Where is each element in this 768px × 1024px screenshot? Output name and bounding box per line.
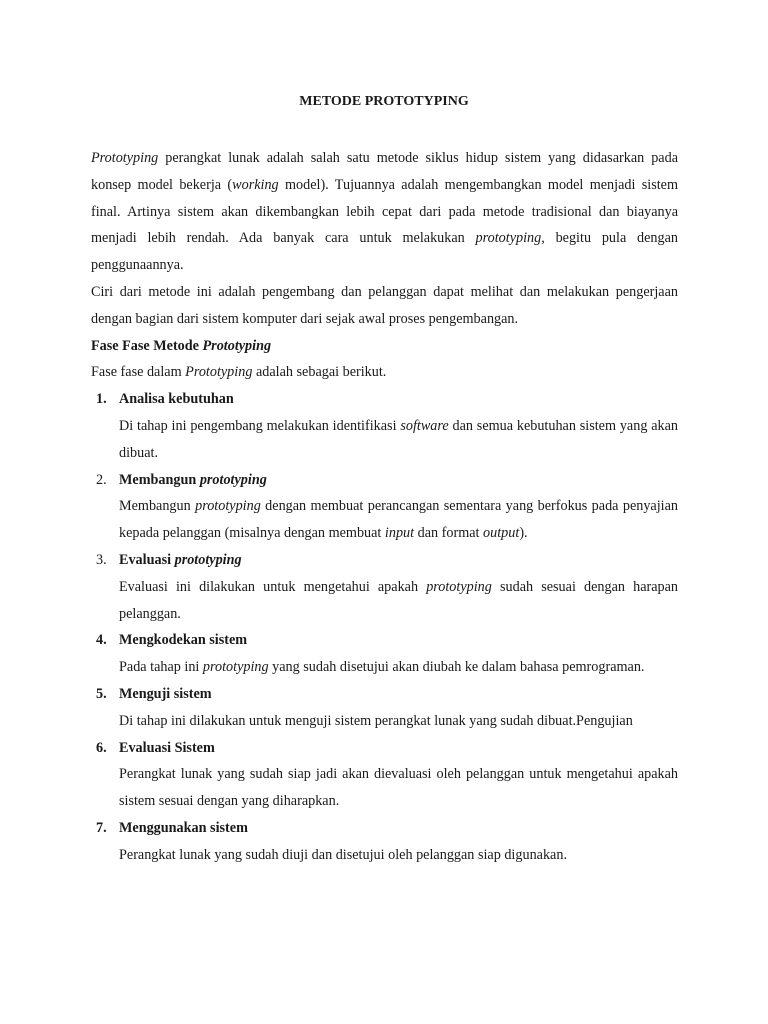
step-title: Analisa kebutuhan <box>119 391 234 408</box>
step-number: 4. <box>96 632 107 649</box>
step-title: Menguji sistem <box>119 685 212 702</box>
intro-text: , begitu pula dengan penggunaannya. <box>91 230 679 274</box>
step-number: 6. <box>96 739 107 756</box>
step-description <box>119 493 678 547</box>
step-description <box>119 654 678 681</box>
list-item <box>91 735 678 815</box>
desc-text: ). <box>519 525 528 542</box>
term-prototyping: Prototyping <box>91 150 159 166</box>
term-prototyping: prototyping <box>199 471 267 488</box>
list-item <box>91 467 678 547</box>
desc-text: yang sudah disetujui akan diubah ke dalam bahasa pemrograman. <box>268 659 645 676</box>
page-title: METODE PROTOTYPING <box>299 94 469 109</box>
term-prototyping: prototyping <box>202 659 269 676</box>
step-number: 5. <box>96 685 107 702</box>
fase-intro-text: Fase fase dalam <box>91 364 186 381</box>
list-item <box>91 547 678 627</box>
term-output: output <box>483 525 520 542</box>
desc-text: Di tahap ini pengembang melakukan identifikasi <box>119 417 401 434</box>
fase-intro-text: adalah sebagai berikut. <box>252 364 387 381</box>
steps-list <box>91 386 678 868</box>
title-text: Membangun <box>119 471 200 488</box>
step-description: Perangkat lunak yang sudah diuji dan disetujui oleh pelanggan siap digunakan. <box>119 846 567 863</box>
term-software: software <box>400 417 449 434</box>
intro-text: perangkat lunak adalah salah satu metode siklus hidup sistem yang didasarkan pada konsep model bekerja ( <box>91 150 678 193</box>
desc-text: dan format <box>414 525 484 542</box>
heading-text: Fase Fase Metode <box>91 337 203 354</box>
list-item <box>91 627 678 681</box>
list-item <box>91 815 678 869</box>
section-heading <box>91 333 678 360</box>
step-title <box>119 547 678 574</box>
desc-text: Membangun <box>119 498 196 515</box>
term-prototyping: prototyping <box>174 551 242 568</box>
term-prototyping: prototyping <box>195 498 261 515</box>
step-description <box>119 413 678 467</box>
term-prototyping: Prototyping <box>185 364 253 381</box>
list-item <box>91 386 678 466</box>
intro-text: model). Tujuannya adalah mengembangkan model menjadi sistem final. Artinya sistem akan dikembangkan lebih cepat dari pada metode tradisional dan biayanya menjadi lebih rendah. Ada banyak cara untuk melakukan <box>91 176 679 247</box>
step-title <box>119 467 678 494</box>
desc-text: dan semua kebutuhan sistem yang akan dibuat. <box>119 417 679 461</box>
list-item <box>91 681 678 735</box>
desc-text: Evaluasi ini dilakukan untuk mengetahui apakah <box>119 578 427 595</box>
step-description: Perangkat lunak yang sudah siap jadi akan dievaluasi oleh pelanggan untuk mengetahui apakah sistem sesuai dengan yang diharapkan. <box>119 766 678 810</box>
term-prototyping: prototyping <box>475 230 542 247</box>
desc-text: dengan membuat perancangan sementara yang berfokus pada penyajian kepada pelanggan (misalnya dengan membuat <box>119 498 678 542</box>
step-title: Menggunakan sistem <box>119 819 248 836</box>
desc-text: sudah sesuai dengan harapan pelanggan. <box>119 578 679 622</box>
term-input: input <box>384 525 415 542</box>
term-prototyping: Prototyping <box>202 337 272 354</box>
desc-text: Pada tahap ini <box>119 659 203 676</box>
step-number: 1. <box>96 391 107 408</box>
step-number: 2. <box>96 471 107 488</box>
step-description: Di tahap ini dilakukan untuk menguji sistem perangkat lunak yang sudah dibuat.Pengujian <box>119 712 633 729</box>
step-title: Evaluasi Sistem <box>119 739 215 756</box>
document-body <box>91 145 678 869</box>
title-text: Evaluasi <box>119 551 175 568</box>
term-working: working <box>232 176 279 193</box>
step-number: 7. <box>96 819 107 836</box>
ciri-paragraph: Ciri dari metode ini adalah pengembang dan pelanggan dapat melihat dan melakukan pengerjaan dengan bagian dari sistem komputer dari sejak awal proses pengembangan. <box>91 283 678 327</box>
step-description <box>119 574 678 628</box>
intro-paragraph <box>91 145 678 279</box>
step-title: Mengkodekan sistem <box>119 632 248 649</box>
fase-intro-paragraph <box>91 359 678 386</box>
term-prototyping: prototyping <box>426 578 492 595</box>
step-number: 3. <box>96 551 107 568</box>
